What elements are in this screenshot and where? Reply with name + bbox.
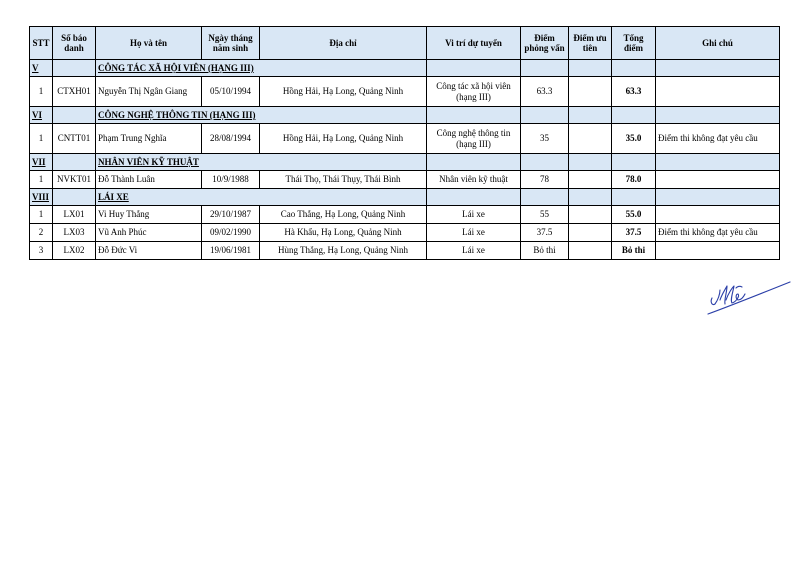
cell-sbd: LX03 [53,224,96,242]
cell-interview: 63.3 [521,77,569,107]
cell-stt: 1 [30,77,53,107]
cell-interview: Bỏ thi [521,242,569,260]
cell-total: 63.3 [612,77,656,107]
cell-stt: 3 [30,242,53,260]
cell-note [656,206,780,224]
cell-dob: 19/06/1981 [202,242,260,260]
cell-position: Lái xe [427,206,521,224]
cell-dob: 10/9/1988 [202,171,260,189]
cell-address: Hồng Hải, Hạ Long, Quảng Ninh [260,124,427,154]
cell-total: 55.0 [612,206,656,224]
cell-priority [569,171,612,189]
cell-note [656,77,780,107]
cell-sbd: CNTT01 [53,124,96,154]
cell-total: 35.0 [612,124,656,154]
header-tong-diem: Tổng điểm [612,27,656,60]
section-number: VIII [30,189,53,206]
cell-sbd: NVKT01 [53,171,96,189]
signature-strokes [708,282,790,314]
cell-dob: 05/10/1994 [202,77,260,107]
section-number: V [30,60,53,77]
cell-address: Cao Thắng, Hạ Long, Quảng Ninh [260,206,427,224]
cell-interview: 78 [521,171,569,189]
cell-note [656,171,780,189]
cell-address: Hồng Hải, Hạ Long, Quảng Ninh [260,77,427,107]
section-title: NHÂN VIÊN KỸ THUẬT [96,154,427,171]
section-title: CÔNG TÁC XÃ HỘI VIÊN (HẠNG III) [96,60,427,77]
table-row [30,124,780,154]
section-number: VII [30,154,53,171]
table-row [30,206,780,224]
signature [700,276,792,322]
cell-name: Phạm Trung Nghĩa [96,124,202,154]
header-vi-tri: Vi trí dự tuyển [427,27,521,60]
table-row [30,171,780,189]
header-ho-va-ten: Họ và tên [96,27,202,60]
cell-dob: 09/02/1990 [202,224,260,242]
cell-interview: 35 [521,124,569,154]
cell-name: Đỗ Thành Luân [96,171,202,189]
section-title: CÔNG NGHỆ THÔNG TIN (HẠNG III) [96,107,427,124]
cell-note: Điểm thi không đạt yêu cầu [656,124,780,154]
section-row [30,107,780,124]
cell-position: Lái xe [427,224,521,242]
section-row [30,189,780,206]
cell-address: Hùng Thắng, Hạ Long, Quảng Ninh [260,242,427,260]
cell-sbd: CTXH01 [53,77,96,107]
cell-priority [569,77,612,107]
cell-address: Thái Thọ, Thái Thụy, Thái Bình [260,171,427,189]
cell-dob: 28/08/1994 [202,124,260,154]
section-row [30,154,780,171]
cell-address: Hà Khẩu, Hạ Long, Quảng Ninh [260,224,427,242]
section-number: VI [30,107,53,124]
cell-name: Vũ Anh Phúc [96,224,202,242]
header-stt: STT [30,27,53,60]
cell-stt: 1 [30,206,53,224]
cell-note [656,242,780,260]
header-dia-chi: Địa chỉ [260,27,427,60]
cell-name: Vi Huy Thắng [96,206,202,224]
header-diem-phong-van: Điểm phỏng vấn [521,27,569,60]
table-row [30,77,780,107]
section-title: LÁI XE [96,189,427,206]
cell-position: Công nghệ thông tin (hạng III) [427,124,521,154]
cell-priority [569,242,612,260]
cell-position: Công tác xã hội viên (hạng III) [427,77,521,107]
cell-sbd: LX01 [53,206,96,224]
cell-stt: 2 [30,224,53,242]
cell-stt: 1 [30,124,53,154]
cell-priority [569,124,612,154]
header-ghi-chu: Ghi chú [656,27,780,60]
results-table [29,26,780,260]
cell-priority [569,224,612,242]
cell-stt: 1 [30,171,53,189]
cell-name: Nguyễn Thị Ngân Giang [96,77,202,107]
table-row [30,224,780,242]
cell-position: Lái xe [427,242,521,260]
cell-position: Nhân viên kỹ thuật [427,171,521,189]
header-ngay-sinh: Ngày tháng năm sinh [202,27,260,60]
header-row [30,27,780,60]
cell-total: 37.5 [612,224,656,242]
header-so-bao-danh: Số báo danh [53,27,96,60]
cell-name: Đỗ Đức Vi [96,242,202,260]
cell-sbd: LX02 [53,242,96,260]
cell-priority [569,206,612,224]
cell-total: Bỏ thi [612,242,656,260]
cell-interview: 55 [521,206,569,224]
header-diem-uu-tien: Điểm ưu tiên [569,27,612,60]
table-row [30,242,780,260]
cell-total: 78.0 [612,171,656,189]
cell-dob: 29/10/1987 [202,206,260,224]
cell-interview: 37.5 [521,224,569,242]
section-row [30,60,780,77]
cell-note: Điểm thi không đạt yêu cầu [656,224,780,242]
